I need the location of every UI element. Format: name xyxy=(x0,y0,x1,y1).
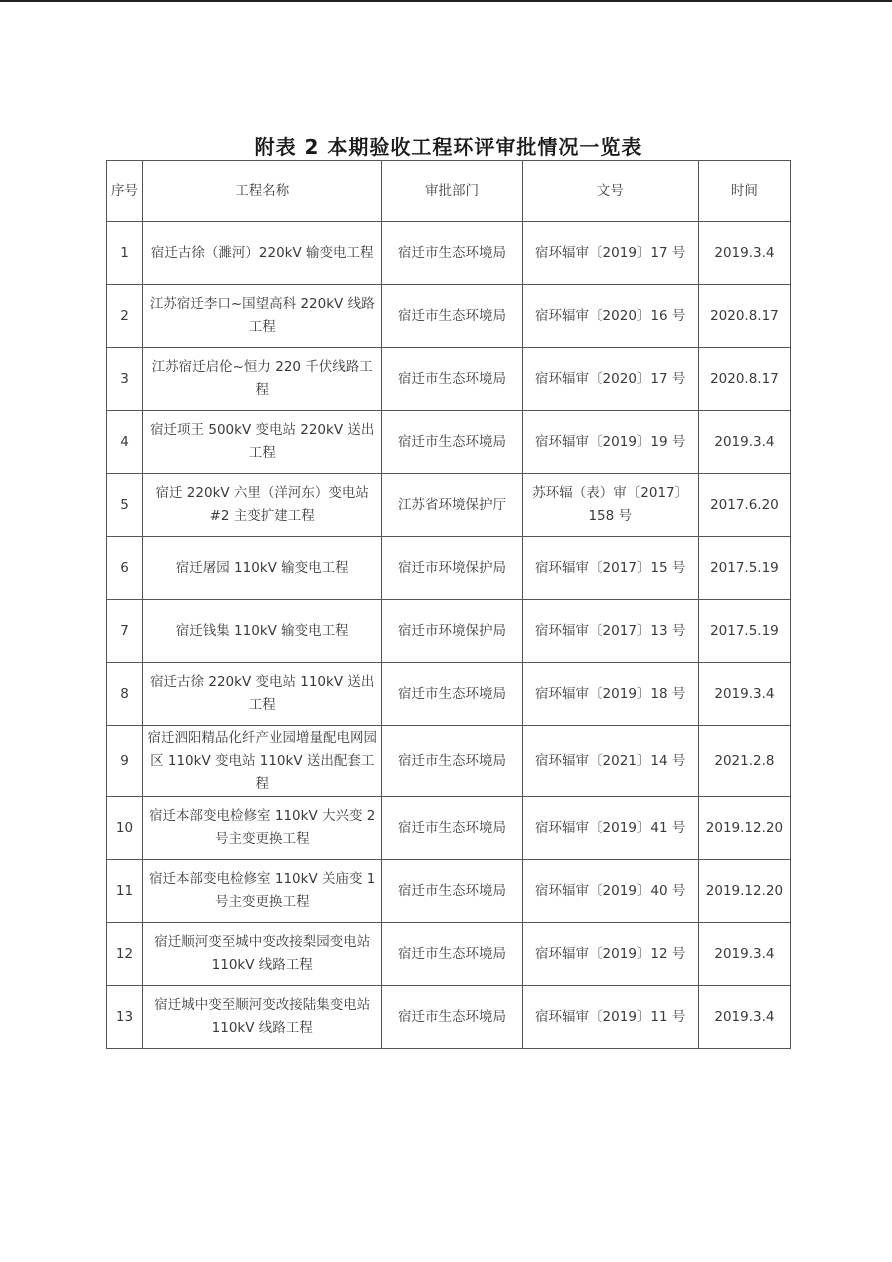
cell-department: 宿迁市生态环境局 xyxy=(382,348,522,411)
cell-no: 7 xyxy=(107,600,143,663)
approval-table xyxy=(106,160,791,1049)
table-row xyxy=(107,860,791,923)
cell-date: 2017.6.20 xyxy=(698,474,790,537)
cell-project-name: 宿迁古徐 220kV 变电站 110kV 送出工程 xyxy=(143,663,382,726)
cell-project-name: 宿迁本部变电检修室 110kV 关庙变 1 号主变更换工程 xyxy=(143,860,382,923)
table-row xyxy=(107,222,791,285)
table-row xyxy=(107,537,791,600)
cell-doc-no: 苏环辐（表）审〔2017〕158 号 xyxy=(522,474,698,537)
cell-no: 6 xyxy=(107,537,143,600)
cell-department: 宿迁市生态环境局 xyxy=(382,923,522,986)
cell-no: 11 xyxy=(107,860,143,923)
cell-no: 4 xyxy=(107,411,143,474)
table-row xyxy=(107,474,791,537)
cell-doc-no: 宿环辐审〔2017〕13 号 xyxy=(522,600,698,663)
cell-doc-no: 宿环辐审〔2019〕12 号 xyxy=(522,923,698,986)
cell-doc-no: 宿环辐审〔2019〕18 号 xyxy=(522,663,698,726)
page-top-border xyxy=(0,0,892,2)
header-doc-no: 文号 xyxy=(522,161,698,222)
cell-department: 宿迁市环境保护局 xyxy=(382,537,522,600)
cell-department: 宿迁市生态环境局 xyxy=(382,860,522,923)
cell-doc-no: 宿环辐审〔2020〕17 号 xyxy=(522,348,698,411)
table-row xyxy=(107,411,791,474)
cell-doc-no: 宿环辐审〔2019〕19 号 xyxy=(522,411,698,474)
table-row xyxy=(107,797,791,860)
cell-date: 2017.5.19 xyxy=(698,537,790,600)
header-date: 时间 xyxy=(698,161,790,222)
page-title: 附表 2 本期验收工程环评审批情况一览表 xyxy=(254,135,643,159)
table-row xyxy=(107,348,791,411)
cell-project-name: 宿迁屠园 110kV 输变电工程 xyxy=(143,537,382,600)
cell-project-name: 宿迁城中变至顺河变改接陆集变电站 110kV 线路工程 xyxy=(143,986,382,1049)
table-header-row xyxy=(107,161,791,222)
cell-doc-no: 宿环辐审〔2020〕16 号 xyxy=(522,285,698,348)
cell-date: 2019.3.4 xyxy=(698,986,790,1049)
cell-project-name: 宿迁顺河变至城中变改接梨园变电站 110kV 线路工程 xyxy=(143,923,382,986)
cell-department: 宿迁市生态环境局 xyxy=(382,285,522,348)
cell-no: 13 xyxy=(107,986,143,1049)
cell-department: 宿迁市生态环境局 xyxy=(382,797,522,860)
cell-project-name: 宿迁泗阳精品化纤产业园增量配电网园区 110kV 变电站 110kV 送出配套工程 xyxy=(143,726,382,797)
cell-no: 2 xyxy=(107,285,143,348)
cell-doc-no: 宿环辐审〔2017〕15 号 xyxy=(522,537,698,600)
cell-no: 1 xyxy=(107,222,143,285)
cell-doc-no: 宿环辐审〔2019〕17 号 xyxy=(522,222,698,285)
cell-project-name: 江苏宿迁李口~国望高科 220kV 线路工程 xyxy=(143,285,382,348)
table-row xyxy=(107,663,791,726)
cell-department: 宿迁市生态环境局 xyxy=(382,663,522,726)
cell-department: 宿迁市生态环境局 xyxy=(382,411,522,474)
cell-date: 2020.8.17 xyxy=(698,285,790,348)
cell-no: 12 xyxy=(107,923,143,986)
cell-no: 10 xyxy=(107,797,143,860)
header-department: 审批部门 xyxy=(382,161,522,222)
cell-doc-no: 宿环辐审〔2019〕11 号 xyxy=(522,986,698,1049)
table-body xyxy=(107,222,791,1049)
cell-no: 5 xyxy=(107,474,143,537)
cell-project-name: 江苏宿迁启伦~恒力 220 千伏线路工程 xyxy=(143,348,382,411)
cell-date: 2019.3.4 xyxy=(698,411,790,474)
header-project: 工程名称 xyxy=(143,161,382,222)
cell-project-name: 宿迁项王 500kV 变电站 220kV 送出工程 xyxy=(143,411,382,474)
cell-project-name: 宿迁 220kV 六里（洋河东）变电站#2 主变扩建工程 xyxy=(143,474,382,537)
cell-no: 9 xyxy=(107,726,143,797)
cell-department: 宿迁市环境保护局 xyxy=(382,600,522,663)
cell-project-name: 宿迁钱集 110kV 输变电工程 xyxy=(143,600,382,663)
cell-date: 2019.3.4 xyxy=(698,222,790,285)
cell-date: 2017.5.19 xyxy=(698,600,790,663)
table-row xyxy=(107,600,791,663)
table-row xyxy=(107,285,791,348)
table-row xyxy=(107,986,791,1049)
cell-date: 2019.3.4 xyxy=(698,663,790,726)
table-row xyxy=(107,726,791,797)
cell-date: 2021.2.8 xyxy=(698,726,790,797)
cell-date: 2019.12.20 xyxy=(698,797,790,860)
cell-doc-no: 宿环辐审〔2019〕40 号 xyxy=(522,860,698,923)
cell-no: 3 xyxy=(107,348,143,411)
cell-no: 8 xyxy=(107,663,143,726)
cell-date: 2019.3.4 xyxy=(698,923,790,986)
cell-project-name: 宿迁本部变电检修室 110kV 大兴变 2 号主变更换工程 xyxy=(143,797,382,860)
cell-department: 宿迁市生态环境局 xyxy=(382,222,522,285)
cell-department: 宿迁市生态环境局 xyxy=(382,726,522,797)
cell-department: 江苏省环境保护厅 xyxy=(382,474,522,537)
header-no: 序号 xyxy=(107,161,143,222)
table-row xyxy=(107,923,791,986)
cell-department: 宿迁市生态环境局 xyxy=(382,986,522,1049)
cell-date: 2019.12.20 xyxy=(698,860,790,923)
cell-date: 2020.8.17 xyxy=(698,348,790,411)
cell-doc-no: 宿环辐审〔2021〕14 号 xyxy=(522,726,698,797)
cell-project-name: 宿迁古徐（濉河）220kV 输变电工程 xyxy=(143,222,382,285)
cell-doc-no: 宿环辐审〔2019〕41 号 xyxy=(522,797,698,860)
